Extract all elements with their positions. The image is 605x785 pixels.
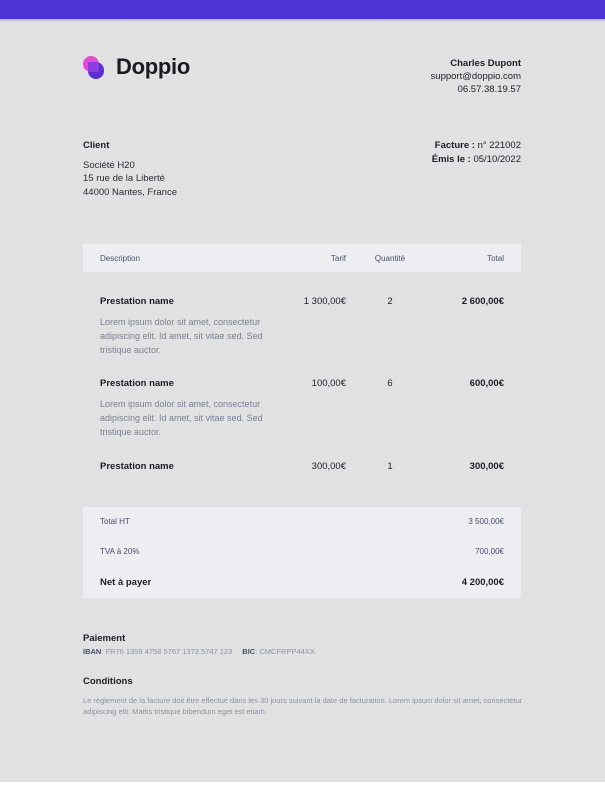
row-price: 300,00€ (311, 461, 346, 472)
invoice-number: n° 221002 (477, 140, 521, 151)
header-description: Description (100, 254, 141, 263)
sender-phone: 06.57.38.19.57 (457, 84, 521, 95)
invoice-meta (432, 139, 521, 166)
top-bar-shadow (0, 19, 605, 22)
bic-label: BIC (242, 647, 256, 656)
brand-logo (83, 54, 190, 80)
client-label: Client (83, 140, 110, 151)
row-name: Prestation name (100, 296, 174, 307)
tva-line (100, 547, 504, 556)
totals-box (83, 507, 521, 598)
client-info (83, 139, 177, 199)
total-ht-label: Total HT (100, 517, 130, 526)
row-qty: 2 (387, 296, 393, 307)
sender-name: Charles Dupont (450, 58, 521, 69)
row-name: Prestation name (100, 461, 174, 472)
brand-name: Doppio (116, 54, 190, 79)
header-total: Total (487, 254, 504, 263)
row-qty: 1 (387, 461, 393, 472)
row-total: 300,00€ (469, 461, 504, 472)
table-header (83, 244, 521, 272)
iban-label: IBAN (83, 647, 102, 656)
row-name: Prestation name (100, 378, 174, 389)
total-ht-value: 3 500,00€ (468, 517, 504, 526)
invoice-number-label: Facture : (434, 140, 475, 151)
conditions-text: Le règlement de la facture doit être effectué dans les 30 jours suivant la date de facturation. Lorem ipsum dolor sit amet, consectetur adipiscing elit. Mattis tristique bibendum eget est etiam. (83, 696, 523, 716)
client-company: Société H20 (83, 159, 135, 171)
row-total: 600,00€ (469, 378, 504, 389)
conditions-title: Conditions (83, 676, 133, 687)
invoice-number-line (432, 139, 521, 153)
header-quantite: Quantité (374, 254, 406, 263)
tva-label: TVA à 20% (100, 547, 140, 556)
row-total: 2 600,00€ (461, 296, 504, 307)
payment-details (83, 647, 315, 656)
invoice-date-line (432, 153, 521, 167)
header-tarif: Tarif (330, 254, 346, 263)
client-city: 44000 Nantes, France (83, 186, 178, 198)
sender-info (431, 57, 521, 96)
invoice-date-label: Émis le : (431, 153, 471, 165)
bic-value: : CMCFRPP44XX (255, 647, 315, 656)
tva-value: 700,00€ (475, 547, 504, 556)
invoice-date: 05/10/2022 (473, 153, 521, 165)
net-line (100, 577, 504, 588)
row-price: 100,00€ (311, 378, 346, 389)
row-description: Lorem ipsum dolor sit amet, consectetur adipiscing elit. Id amet, sit vitae sed. Sed tristique auctor. (100, 317, 263, 355)
client-address: 15 rue de la Liberté (83, 173, 165, 184)
row-qty: 6 (387, 378, 393, 389)
payment-title: Paiement (83, 633, 126, 644)
total-ht-line (100, 517, 504, 526)
row-price: 1 300,00€ (303, 296, 346, 307)
net-value: 4 200,00€ (461, 577, 504, 588)
row-description: Lorem ipsum dolor sit amet, consectetur adipiscing elit. Id amet, sit vitae sed. Sed tristique auctor. (100, 399, 263, 437)
sender-email: support@doppio.com (430, 71, 521, 82)
top-accent-bar (0, 0, 605, 19)
doppio-logo-icon (83, 54, 105, 80)
iban-value: : FR76 1359 4758 5767 1373 5747 123 (101, 647, 233, 656)
net-label: Net à payer (100, 577, 152, 588)
